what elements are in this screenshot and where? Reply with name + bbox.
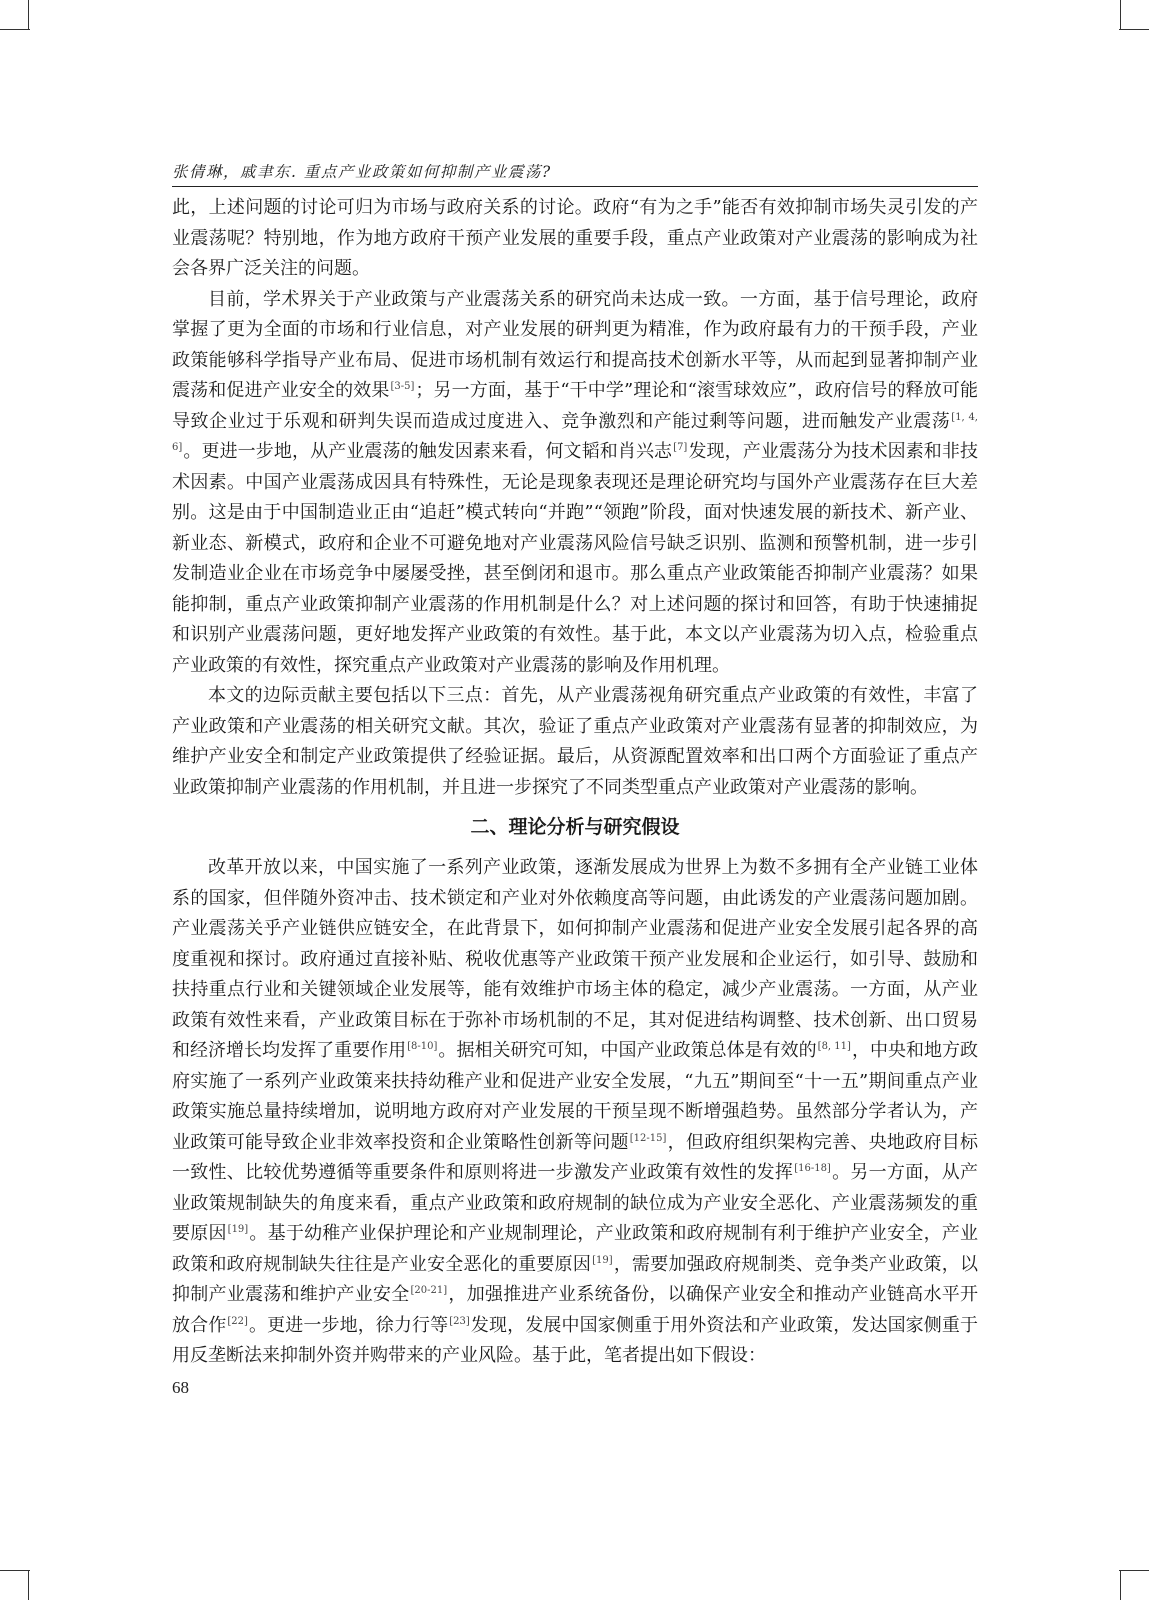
citation-ref: [8-10] [407,1041,438,1052]
paragraph-text: 此，上述问题的讨论可归为市场与政府关系的讨论。政府“有为之手”能否有效抑制市场失灵引发的产业震荡呢？特别地，作为地方政府干预产业发展的重要手段，重点产业政策对产业震荡的影响成为社会各界广泛关注的问题。 [172,197,978,279]
paragraph-text: ，但政府组织架构完善、央地政府目标一致性、比较优势遵循等重要条件和原则将进一步激发产业政策有效性的发挥 [172,1131,979,1183]
crop-mark-bottom-right-v [1120,1570,1121,1600]
paragraph-text: 。据相关研究可知，中国产业政策总体是有效的 [438,1040,817,1061]
citation-ref: [19] [592,1254,613,1266]
paragraph-text: 本文的边际贡献主要包括以下三点：首先，从产业震荡视角研究重点产业政策的有效性，丰富了产业政策和产业震荡的相关研究文献。其次，验证了重点产业政策对产业震荡有显著的抑制效应，为维护产业安全和制定产业政策提供了经验证据。最后，从资源配置效率和出口两个方面验证了重点产业政策抑制产业震荡的作用机制，并且进一步探究了不同类型重点产业政策对产业震荡的影响。 [172,685,978,798]
crop-mark-top-left-h [0,29,30,30]
article-body [172,193,978,1372]
body-paragraph [172,681,978,803]
header-rule [172,186,978,187]
paragraph-text: ，中央和地方政府实施了一系列产业政策来扶持幼稚产业和促进产业安全发展，“九五”期间至“十一五”期间重点产业政策实施总量持续增加，说明地方政府对产业发展的干预呈现不断增强趋势。虽然部分学者认为，产业政策可能导致企业非效率投资和企业策略性创新等问题 [172,1040,979,1153]
citation-ref: [19] [227,1224,249,1235]
page-number: 68 [172,1378,189,1397]
paragraph-text: ；另一方面，基于“干中学”理论和“滚雪球效应”，政府信号的释放可能导致企业过于乐观和研判失误而造成过度进入、竞争激烈和产能过剩等问题，进而触发产业震荡 [172,380,979,432]
body-paragraph [172,853,978,1372]
section-heading [172,809,978,845]
paragraph-text: ，需要加强政府规制类、竞争类产业政策，以抑制产业震荡和维护产业安全 [172,1253,978,1305]
citation-ref: [22] [227,1315,248,1327]
crop-mark-top-right-v [1120,0,1121,30]
paragraph-text: 二、理论分析与研究假设 [470,816,680,838]
citation-ref: [12-15] [629,1132,667,1144]
paragraph-text: 。另一方面，从产业政策规制缺失的角度来看，重点产业政策和政府规制的缺位成为产业安全恶化、产业震荡频发的重要原因 [172,1162,979,1244]
body-paragraph [172,285,978,682]
crop-mark-top-right-h [1119,29,1149,30]
citation-ref: [3-5] [390,381,415,392]
paragraph-text: 发现，发展中国家侧重于用外资法和产业政策，发达国家侧重于用反垄断法来抑制外资并购带来的产业风险。基于此，笔者提出如下假设： [172,1314,979,1366]
citation-ref: [8, 11] [817,1041,851,1052]
crop-mark-top-left-v [28,0,29,30]
crop-mark-bottom-right-h [1119,1570,1149,1571]
paragraph-text: 。基于幼稚产业保护理论和产业规制理论，产业政策和政府规制有利于维护产业安全，产业政策和政府规制缺失往往是产业安全恶化的重要原因 [172,1223,979,1275]
crop-mark-bottom-left-h [0,1570,30,1571]
citation-ref: [16-18] [794,1163,831,1174]
paragraph-text: 。更进一步地，从产业震荡的触发因素来看，何文韬和肖兴志 [183,441,673,462]
citation-ref: [23] [449,1315,470,1327]
paragraph-text: 。更进一步地，徐力行等 [248,1314,449,1336]
citation-ref: [1, 4, 6] [172,411,978,453]
paragraph-text: 发现，产业震荡分为技术因素和非技术因素。中国产业震荡成因具有特殊性，无论是现象表现还是理论研究均与国外产业震荡存在巨大差别。这是由于中国制造业正由“追赶”模式转向“并跑”“领跑”阶段，面对快速发展的新技术、新产业、新业态、新模式，政府和企业不可避免地对产业震荡风险信号缺乏识别、监测和预警机制，进一步引发制造业企业在市场竞争中屡屡受挫，甚至倒闭和退市。那么重点产业政策能否抑制产业震荡？如果能抑制，重点产业政策抑制产业震荡的作用机制是什么？对上述问题的探讨和回答，有助于快速捕捉和识别产业震荡问题，更好地发挥产业政策的有效性。基于此，本文以产业震荡为切入点，检验重点产业政策的有效性，探究重点产业政策对产业震荡的影响及作用机理。 [172,441,979,676]
paragraph-text: 目前，学术界关于产业政策与产业震荡关系的研究尚未达成一致。一方面，基于信号理论，政府掌握了更为全面的市场和行业信息，对产业发展的研判更为精准，作为政府最有力的干预手段，产业政策能够科学指导产业布局、促进市场机制有效运行和提高技术创新水平等，从而起到显著抑制产业震荡和促进产业安全的效果 [172,288,978,401]
crop-mark-bottom-left-v [28,1570,29,1600]
citation-ref: [20-21] [410,1285,448,1296]
paragraph-text: 改革开放以来，中国实施了一系列产业政策，逐渐发展成为世界上为数不多拥有全产业链工业体系的国家，但伴随外资冲击、技术锁定和产业对外依赖度高等问题，由此诱发的产业震荡问题加剧。产业震荡关乎产业链供应链安全，在此背景下，如何抑制产业震荡和促进产业安全发展引起各界的高度重视和探讨。政府通过直接补贴、税收优惠等产业政策干预产业发展和企业运行，如引导、鼓励和扶持重点行业和关键领域企业发展等，能有效维护市场主体的稳定，减少产业震荡。一方面，从产业政策有效性来看，产业政策目标在于弥补市场机制的不足，其对促进结构调整、技术创新、出口贸易和经济增长均发挥了重要作用 [172,857,978,1061]
running-header: 张倩琳，戚聿东. 重点产业政策如何抑制产业震荡? [172,163,552,181]
citation-ref: [7] [673,442,688,453]
paragraph-text: ，加强推进产业系统备份，以确保产业安全和推动产业链高水平开放合作 [172,1284,978,1336]
body-paragraph [172,193,978,285]
